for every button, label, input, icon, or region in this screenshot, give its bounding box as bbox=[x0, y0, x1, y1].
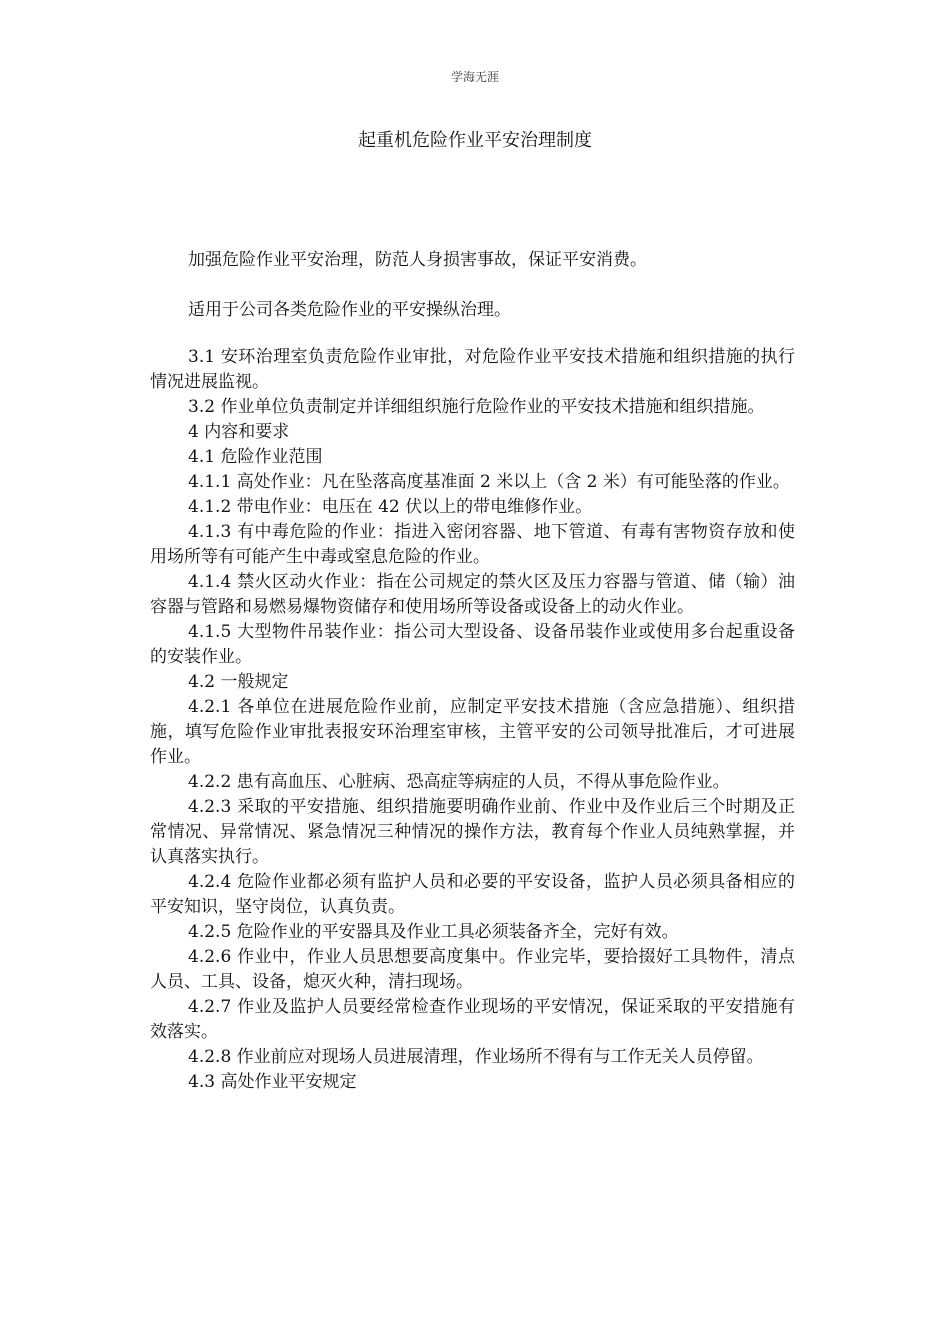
section-heading-4-1: 4.1 危险作业范围 bbox=[188, 447, 323, 467]
paragraph-3-1: 3.1 安环治理室负责危险作业审批，对危险作业平安技术措施和组织措施的执行情况进展监视。 bbox=[150, 347, 795, 392]
section-heading-4-2: 4.2 一般规定 bbox=[188, 672, 289, 692]
paragraph-purpose: 加强危险作业平安治理，防范人身损害事故，保证平安消费。 bbox=[188, 250, 647, 270]
paragraph-4-2-1: 4.2.1 各单位在进展危险作业前，应制定平安技术措施（含应急措施）、组织措施，填写危险作业审批表报安环治理室审核，主管平安的公司领导批准后，才可进展作业。 bbox=[150, 697, 795, 767]
paragraph-scope: 适用于公司各类危险作业的平安操纵治理。 bbox=[188, 300, 511, 320]
page-header: 学海无涯 bbox=[450, 70, 499, 84]
paragraph-3-2: 3.2 作业单位负责制定并详细组织施行危险作业的平安技术措施和组织措施。 bbox=[188, 397, 765, 417]
document-title: 起重机危险作业平安治理制度 bbox=[358, 130, 592, 151]
paragraph-4-1-2: 4.1.2 带电作业：电压在 42 伏以上的带电维修作业。 bbox=[188, 497, 593, 517]
paragraph-4-1-3: 4.1.3 有中毒危险的作业：指进入密闭容器、地下管道、有毒有害物资存放和使用场所等有可能产生中毒或窒息危险的作业。 bbox=[150, 522, 795, 567]
section-heading-4: 4 内容和要求 bbox=[188, 422, 290, 442]
paragraph-4-2-6: 4.2.6 作业中，作业人员思想要高度集中。作业完毕，要拾掇好工具物件，清点人员、工具、设备，熄灭火种，清扫现场。 bbox=[150, 947, 795, 992]
paragraph-4-1-4: 4.1.4 禁火区动火作业：指在公司规定的禁火区及压力容器与管道、储（输）油容器与管路和易燃易爆物资储存和使用场所等设备或设备上的动火作业。 bbox=[150, 572, 795, 617]
section-heading-4-3: 4.3 高处作业平安规定 bbox=[188, 1072, 357, 1092]
paragraph-4-1-1: 4.1.1 高处作业：凡在坠落高度基准面 2 米以上（含 2 米）有可能坠落的作业。 bbox=[188, 472, 790, 492]
paragraph-4-2-4: 4.2.4 危险作业都必须有监护人员和必要的平安设备，监护人员必须具备相应的平安知识，坚守岗位，认真负责。 bbox=[150, 872, 795, 917]
document-body bbox=[150, 248, 795, 1095]
paragraph-4-2-8: 4.2.8 作业前应对现场人员进展清理，作业场所不得有与工作无关人员停留。 bbox=[188, 1047, 764, 1067]
paragraph-4-2-5: 4.2.5 危险作业的平安器具及作业工具必须装备齐全，完好有效。 bbox=[188, 922, 679, 942]
paragraph-4-2-3: 4.2.3 采取的平安措施、组织措施要明确作业前、作业中及作业后三个时期及正常情况、异常情况、紧急情况三种情况的操作方法，教育每个作业人员纯熟掌握，并认真落实执行。 bbox=[150, 797, 795, 867]
paragraph-4-2-2: 4.2.2 患有高血压、心脏病、恐高症等病症的人员，不得从事危险作业。 bbox=[188, 772, 730, 792]
paragraph-4-1-5: 4.1.5 大型物件吊装作业：指公司大型设备、设备吊装作业或使用多台起重设备的安装作业。 bbox=[150, 622, 795, 667]
paragraph-4-2-7: 4.2.7 作业及监护人员要经常检查作业现场的平安情况，保证采取的平安措施有效落实。 bbox=[150, 997, 795, 1042]
